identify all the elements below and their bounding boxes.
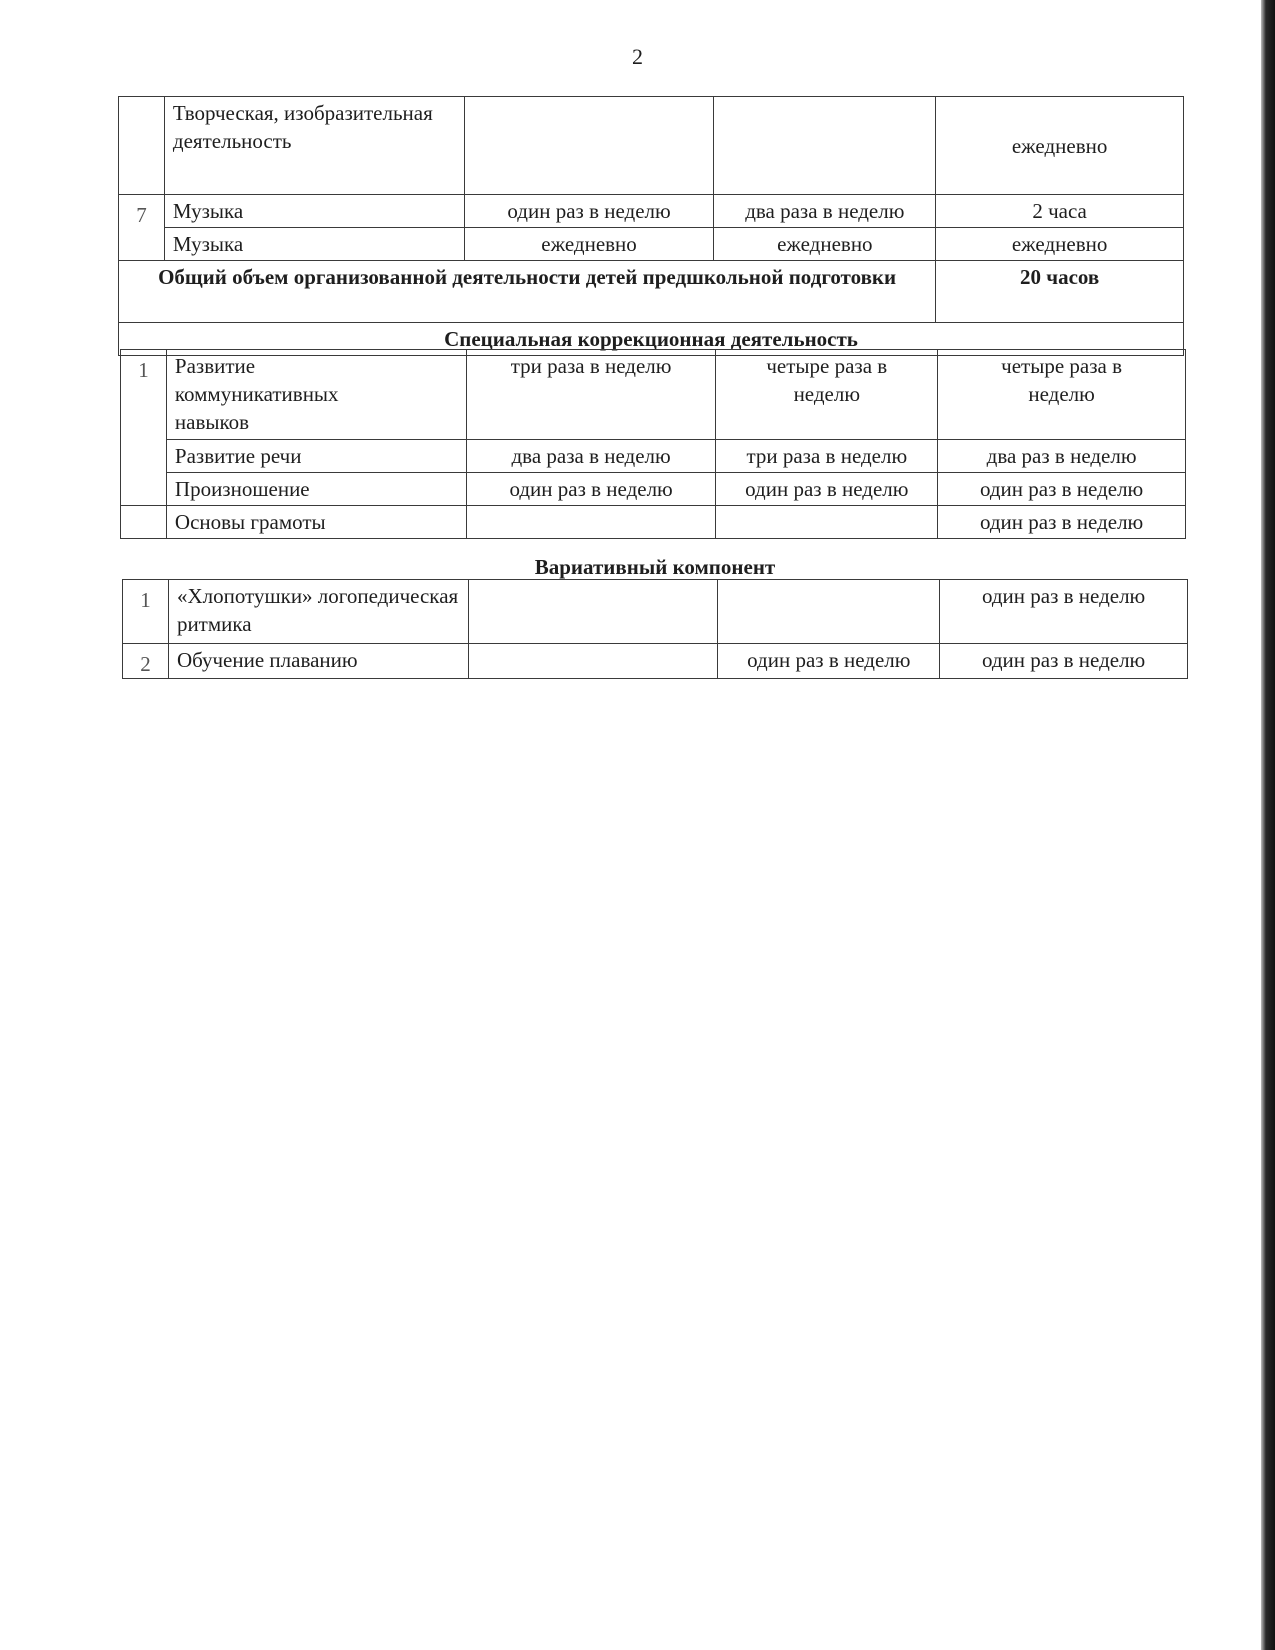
- cell-value: четыре раза в неделю: [938, 350, 1186, 440]
- row-number: 1: [123, 580, 169, 644]
- cell-value: один раз в неделю: [938, 473, 1186, 506]
- cell-value: ежедневно: [714, 228, 936, 261]
- schedule-table-variative: [122, 579, 1188, 679]
- cell-value: три раза в неделю: [716, 440, 938, 473]
- scan-edge: [1261, 0, 1275, 1650]
- schedule-table-correction: [120, 349, 1186, 539]
- cell-value: один раз в неделю: [718, 644, 940, 679]
- activity-name: [166, 350, 466, 440]
- cell-value: ежедневно: [936, 97, 1184, 195]
- cell-value: один раз в неделю: [940, 580, 1188, 644]
- cell-value: ежедневно: [936, 228, 1184, 261]
- variative-title: Вариативный компонент: [534, 555, 776, 579]
- cell-value: [468, 644, 718, 679]
- cell-value: [714, 97, 936, 195]
- row-number: 1: [121, 350, 167, 506]
- cell-value: 2 часа: [936, 195, 1184, 228]
- section-title: Специальная коррекционная деятельность: [119, 323, 1184, 356]
- cell-value: один раз в неделю: [716, 473, 938, 506]
- cell-value: [464, 97, 714, 195]
- total-value: 20 часов: [936, 261, 1184, 323]
- row-number: 2: [123, 644, 169, 679]
- activity-name: Творческая, изобразительная деятельность: [164, 97, 464, 195]
- cell-value: один раз в неделю: [464, 195, 714, 228]
- cell-value: два раза в неделю: [466, 440, 716, 473]
- cell-value: [468, 580, 718, 644]
- cell-value: один раз в неделю: [940, 644, 1188, 679]
- activity-name: Музыка: [164, 228, 464, 261]
- table-row: [119, 195, 1184, 228]
- table-row: [121, 350, 1186, 440]
- table-row: [121, 473, 1186, 506]
- cell-value: [466, 506, 716, 539]
- activity-name: Развитие речи: [166, 440, 466, 473]
- table-row: [121, 440, 1186, 473]
- page-number: 2: [632, 44, 643, 69]
- cell-value: [718, 580, 940, 644]
- table-row: [123, 580, 1188, 644]
- activity-name: «Хлопотушки» логопедическая ритмика: [168, 580, 468, 644]
- cell-value: четыре раза в неделю: [716, 350, 938, 440]
- cell-value: три раза в неделю: [466, 350, 716, 440]
- row-number: 7: [119, 195, 165, 261]
- table-row: [119, 97, 1184, 195]
- cell-value: ежедневно: [464, 228, 714, 261]
- total-label: Общий объем организованной деятельности детей предшкольной подготовки: [119, 261, 936, 323]
- total-row: [119, 261, 1184, 323]
- table-row: [119, 228, 1184, 261]
- activity-name: Основы грамоты: [166, 506, 466, 539]
- activity-name: Произношение: [166, 473, 466, 506]
- schedule-table-general: [118, 96, 1184, 356]
- cell-value: два раза в неделю: [714, 195, 936, 228]
- row-number: [121, 506, 167, 539]
- activity-name-text: Развитие коммуникативных навыков: [174, 354, 339, 434]
- cell-value: один раз в неделю: [938, 506, 1186, 539]
- table-row: [121, 506, 1186, 539]
- cell-value: один раз в неделю: [466, 473, 716, 506]
- activity-name: Обучение плаванию: [168, 644, 468, 679]
- table-row: [123, 644, 1188, 679]
- activity-name: Музыка: [164, 195, 464, 228]
- cell-value: [716, 506, 938, 539]
- cell-value: два раз в неделю: [938, 440, 1186, 473]
- row-number: [119, 97, 165, 195]
